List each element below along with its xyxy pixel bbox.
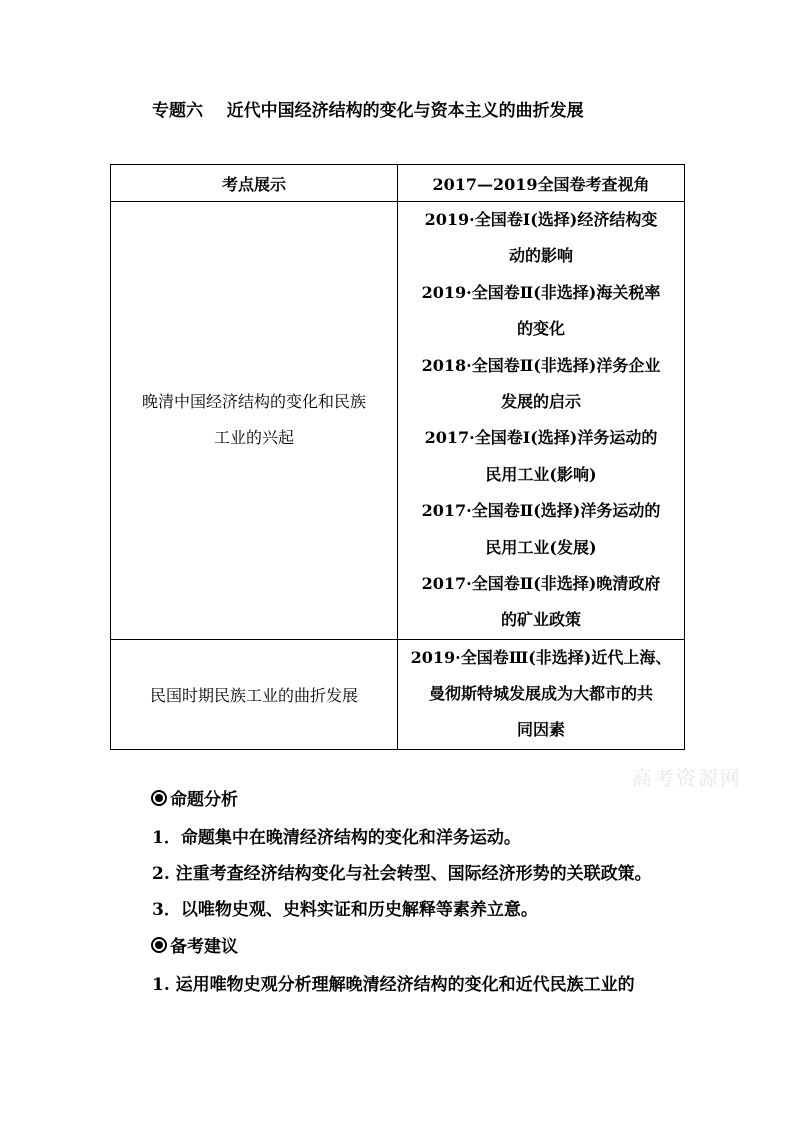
table-cell-line: 2017·全国卷Ⅱ(选择)洋务运动的	[421, 501, 661, 521]
table-header-cell: 考点展示	[111, 165, 398, 202]
table-cell-line: 动的影响	[508, 246, 573, 266]
table-cell-line: 2019·全国卷Ⅰ(选择)经济结构变	[424, 210, 658, 229]
table-cell-perspective	[398, 202, 685, 640]
analysis-item: 1．命题集中在晚清经济结构的变化和洋务运动。	[152, 828, 521, 848]
analysis-heading-label: 命题分析	[170, 790, 238, 810]
page-title: 专题六 近代中国经济结构的变化与资本主义的曲折发展	[152, 101, 584, 121]
table-cell-line: 工业的兴起	[213, 428, 294, 448]
table-cell-line: 的矿业政策	[500, 610, 581, 630]
analysis-item: 2. 注重考查经济结构变化与社会转型、国际经济形势的关联政策。	[152, 864, 652, 884]
exam-points-table	[110, 164, 685, 750]
table-cell-line: 晚清中国经济结构的变化和民族	[141, 392, 366, 412]
table-cell-topic	[111, 639, 398, 749]
table-row	[111, 202, 685, 640]
bullet-circle-icon	[151, 790, 167, 806]
table-row	[111, 639, 685, 749]
table-cell-line: 民用工业(影响)	[485, 464, 597, 484]
table-cell-line: 2017·全国卷Ⅱ(非选择)晚清政府	[421, 573, 661, 593]
advice-heading-label: 备考建议	[170, 937, 238, 957]
table-cell-line: 2017·全国卷Ⅰ(选择)洋务运动的	[424, 428, 658, 448]
analysis-item: 3．以唯物史观、史料实证和历史解释等素养立意。	[152, 900, 538, 920]
analysis-heading	[151, 785, 238, 810]
table-cell-line: 曼彻斯特城发展成为大都市的共	[428, 684, 653, 704]
bullet-circle-icon	[151, 937, 167, 953]
table-cell-line: 同因素	[516, 720, 565, 740]
table-cell-line: 2019·全国卷Ⅱ(非选择)海关税率	[421, 282, 661, 302]
table-cell-line: 2018·全国卷Ⅱ(非选择)洋务企业	[421, 355, 661, 375]
table-cell-line: 发展的启示	[500, 391, 581, 411]
watermark: 高考资源网	[632, 766, 742, 790]
table-cell-line: 民用工业(发展)	[485, 537, 597, 557]
advice-item: 1. 运用唯物史观分析理解晚清经济结构的变化和近代民族工业的	[152, 975, 635, 995]
advice-heading	[151, 932, 238, 957]
table-cell-perspective	[398, 639, 685, 749]
table-header-row	[111, 165, 685, 202]
table-cell-line: 的变化	[516, 319, 565, 339]
table-cell-line: 民国时期民族工业的曲折发展	[149, 685, 358, 705]
table-cell-line: 2019·全国卷Ⅲ(非选择)近代上海、	[410, 647, 672, 667]
table-header-cell: 2017—2019全国卷考查视角	[398, 165, 685, 202]
table-cell-topic	[111, 202, 398, 640]
